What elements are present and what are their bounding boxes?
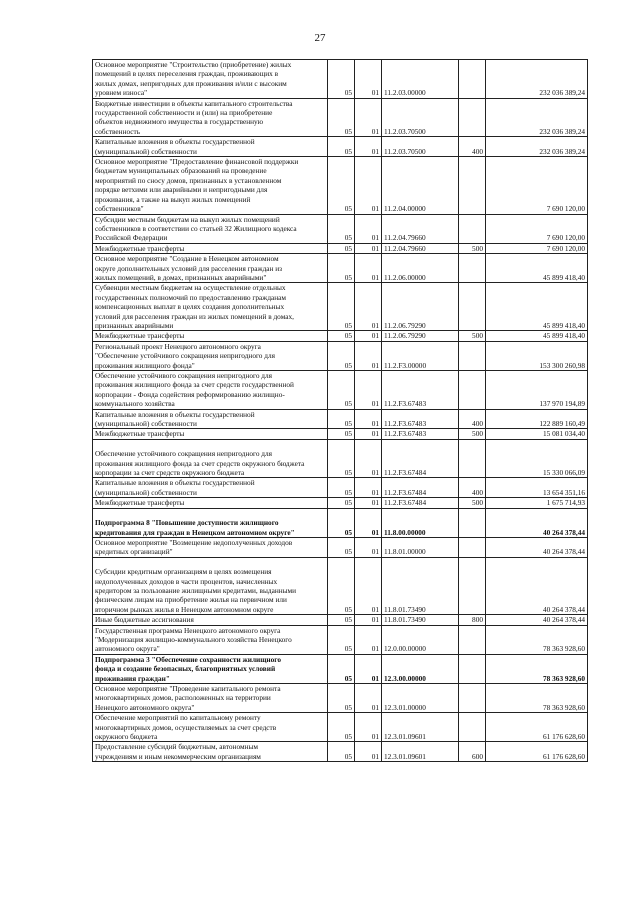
subsection-code-cell: 01 (355, 508, 382, 537)
row-name-cell: Предоставление субсидий бюджетным, автономным учреждениям и иным некоммерческим организациям (93, 742, 328, 762)
section-code-cell: 05 (328, 498, 355, 508)
section-code-cell: 05 (328, 137, 355, 157)
row-name-cell: Обеспечение устойчивого сокращения непригодного для проживания жилищного фонда за счет средств окружного бюджета корпорации за счет средств окружного бюджета (93, 439, 328, 478)
expense-type-code-cell: 500 (459, 498, 486, 508)
row-name-cell: Обеспечение мероприятий по капитальному ремонту многоквартирных домов, осуществляемых за счет средств окружного бюджета (93, 713, 328, 742)
subsection-code-cell: 01 (355, 98, 382, 137)
amount-cell: 61 176 628,60 (486, 713, 588, 742)
subsection-code-cell: 01 (355, 409, 382, 429)
subsection-code-cell: 01 (355, 615, 382, 625)
target-article-code-cell: 11.8.01.73490 (382, 615, 459, 625)
subsection-code-cell: 01 (355, 498, 382, 508)
section-code-cell: 05 (328, 557, 355, 614)
amount-cell: 7 690 120,00 (486, 214, 588, 243)
expense-type-code-cell: 800 (459, 615, 486, 625)
expense-type-code-cell (459, 98, 486, 137)
expense-type-code-cell (459, 341, 486, 370)
page-number: 27 (314, 32, 326, 44)
subsection-code-cell: 01 (355, 625, 382, 654)
section-code-cell: 05 (328, 654, 355, 683)
row-name-cell: Основное мероприятие "Создание в Ненецком автономном округе дополнительных условий для расселения граждан из жилых помещений, в домах, признанных аварийными" (93, 254, 328, 283)
amount-cell: 15 330 066,09 (486, 439, 588, 478)
section-code-cell: 05 (328, 537, 355, 557)
subsection-code-cell: 01 (355, 742, 382, 762)
section-code-cell: 05 (328, 439, 355, 478)
amount-cell: 61 176 628,60 (486, 742, 588, 762)
subsection-code-cell: 01 (355, 157, 382, 214)
target-article-code-cell: 11.2.F3.67484 (382, 478, 459, 498)
table-row (93, 341, 588, 370)
section-code-cell: 05 (328, 478, 355, 498)
amount-cell: 1 675 714,93 (486, 498, 588, 508)
target-article-code-cell: 12.3.00.00000 (382, 654, 459, 683)
table-row (93, 625, 588, 654)
table-row (93, 429, 588, 439)
section-code-cell: 05 (328, 98, 355, 137)
subsection-code-cell: 01 (355, 283, 382, 331)
row-name-cell: Субсидии местным бюджетам на выкуп жилых помещений собственников в соответствии со статьей 32 Жилищного кодекса Российской Федерации (93, 214, 328, 243)
section-code-cell: 05 (328, 615, 355, 625)
expense-type-code-cell (459, 371, 486, 410)
row-name-cell: Основное мероприятие "Проведение капитального ремонта многоквартирных домов, расположенных на территории Ненецкого автономного округа" (93, 684, 328, 713)
table-row (93, 537, 588, 557)
amount-cell: 232 036 389,24 (486, 60, 588, 99)
target-article-code-cell: 12.3.01.09601 (382, 713, 459, 742)
row-name-cell: Капитальные вложения в объекты государственной (муниципальной) собственности (93, 478, 328, 498)
subsection-code-cell: 01 (355, 654, 382, 683)
amount-cell: 122 889 160,49 (486, 409, 588, 429)
subsection-code-cell: 01 (355, 713, 382, 742)
table-row (93, 478, 588, 498)
section-code-cell: 05 (328, 60, 355, 99)
section-code-cell: 05 (328, 157, 355, 214)
target-article-code-cell: 11.2.F3.67483 (382, 371, 459, 410)
subsection-code-cell: 01 (355, 243, 382, 253)
target-article-code-cell: 11.2.06.00000 (382, 254, 459, 283)
target-article-code-cell: 12.3.01.00000 (382, 684, 459, 713)
subsection-code-cell: 01 (355, 557, 382, 614)
table-row (93, 283, 588, 331)
section-code-cell: 05 (328, 214, 355, 243)
expense-type-code-cell: 600 (459, 742, 486, 762)
row-name-cell: Государственная программа Ненецкого автономного округа "Модернизация жилищно-коммунального хозяйства Ненецкого автономного округа" (93, 625, 328, 654)
subsection-code-cell: 01 (355, 439, 382, 478)
amount-cell: 78 363 928,60 (486, 625, 588, 654)
table-row (93, 409, 588, 429)
expense-type-code-cell (459, 625, 486, 654)
row-name-cell: Бюджетные инвестиции в объекты капитального строительства государственной собственности и (или) на приобретение объектов недвижимого имущества в государственную собственность (93, 98, 328, 137)
row-name-cell: Подпрограмма 3 "Обеспечение сохранности жилищного фонда и создание безопасных, благоприятных условий проживания граждан" (93, 654, 328, 683)
target-article-code-cell: 11.2.F3.67483 (382, 409, 459, 429)
row-name-cell: Иные бюджетные ассигнования (93, 615, 328, 625)
table-row (93, 98, 588, 137)
amount-cell: 137 970 194,89 (486, 371, 588, 410)
target-article-code-cell: 11.2.F3.67483 (382, 429, 459, 439)
row-name-cell: Межбюджетные трансферты (93, 243, 328, 253)
target-article-code-cell: 11.2.F3.67484 (382, 439, 459, 478)
section-code-cell: 05 (328, 243, 355, 253)
table-row (93, 137, 588, 157)
table-row (93, 254, 588, 283)
section-code-cell: 05 (328, 508, 355, 537)
target-article-code-cell: 11.2.04.00000 (382, 157, 459, 214)
expense-type-code-cell (459, 214, 486, 243)
amount-cell: 78 363 928,60 (486, 684, 588, 713)
subsection-code-cell: 01 (355, 371, 382, 410)
target-article-code-cell: 11.2.06.79290 (382, 331, 459, 341)
amount-cell: 232 036 389,24 (486, 98, 588, 137)
target-article-code-cell: 11.2.03.70500 (382, 98, 459, 137)
amount-cell: 7 690 120,00 (486, 243, 588, 253)
section-code-cell: 05 (328, 341, 355, 370)
target-article-code-cell: 11.8.01.73490 (382, 557, 459, 614)
target-article-code-cell: 11.2.03.70500 (382, 137, 459, 157)
row-name-cell: Межбюджетные трансферты (93, 498, 328, 508)
expense-type-code-cell: 400 (459, 137, 486, 157)
expense-type-code-cell: 400 (459, 409, 486, 429)
section-code-cell: 05 (328, 331, 355, 341)
section-code-cell: 05 (328, 254, 355, 283)
amount-cell: 40 264 378,44 (486, 508, 588, 537)
amount-cell: 153 300 260,98 (486, 341, 588, 370)
section-code-cell: 05 (328, 283, 355, 331)
expense-type-code-cell (459, 684, 486, 713)
target-article-code-cell: 12.0.00.00000 (382, 625, 459, 654)
table-row (93, 684, 588, 713)
table-row (93, 498, 588, 508)
expense-type-code-cell (459, 439, 486, 478)
row-name-cell: Региональный проект Ненецкого автономного округа "Обеспечение устойчивого сокращения непригодного для проживания жилищного фонда" (93, 341, 328, 370)
amount-cell: 40 264 378,44 (486, 537, 588, 557)
table-row (93, 508, 588, 537)
expense-type-code-cell (459, 654, 486, 683)
row-name-cell: Подпрограмма 8 "Повышение доступности жилищного кредитования для граждан в Ненецком автономном округе" (93, 508, 328, 537)
expense-type-code-cell (459, 557, 486, 614)
amount-cell: 40 264 378,44 (486, 557, 588, 614)
expense-type-code-cell: 500 (459, 243, 486, 253)
row-name-cell: Основное мероприятие "Предоставление финансовой поддержки бюджетам муниципальных образований на проведение мероприятий по сносу домов, признанных в установленном порядке ветхими или аварийными и непригодными для проживания, а также на выкуп жилых помещений собственников" (93, 157, 328, 214)
section-code-cell: 05 (328, 409, 355, 429)
amount-cell: 78 363 928,60 (486, 654, 588, 683)
row-name-cell: Межбюджетные трансферты (93, 331, 328, 341)
table-row (93, 713, 588, 742)
table-row (93, 243, 588, 253)
subsection-code-cell: 01 (355, 331, 382, 341)
subsection-code-cell: 01 (355, 537, 382, 557)
amount-cell: 45 899 418,40 (486, 331, 588, 341)
target-article-code-cell: 11.2.06.79290 (382, 283, 459, 331)
table-row (93, 654, 588, 683)
table-row (93, 371, 588, 410)
section-code-cell: 05 (328, 713, 355, 742)
table-row (93, 331, 588, 341)
table-row (93, 742, 588, 762)
expense-type-code-cell (459, 157, 486, 214)
amount-cell: 45 899 418,40 (486, 254, 588, 283)
table-row (93, 157, 588, 214)
subsection-code-cell: 01 (355, 137, 382, 157)
amount-cell: 13 654 351,16 (486, 478, 588, 498)
budget-table-body (93, 60, 588, 762)
amount-cell: 15 081 034,40 (486, 429, 588, 439)
expense-type-code-cell (459, 537, 486, 557)
row-name-cell: Капитальные вложения в объекты государственной (муниципальной) собственности (93, 137, 328, 157)
target-article-code-cell: 11.2.F3.67484 (382, 498, 459, 508)
row-name-cell: Капитальные вложения в объекты государственной (муниципальной) собственности (93, 409, 328, 429)
target-article-code-cell: 11.2.04.79660 (382, 214, 459, 243)
expense-type-code-cell (459, 283, 486, 331)
table-row (93, 615, 588, 625)
expense-type-code-cell (459, 60, 486, 99)
subsection-code-cell: 01 (355, 254, 382, 283)
row-name-cell: Субсидии кредитным организациям в целях возмещения недополученных доходов в части процентов, начисленных кредитором за пользование жилищными кредитами, выданными физическим лицам на приобретение жилья на первичном или вторичном рынках жилья в Ненецком автономном округе (93, 557, 328, 614)
subsection-code-cell: 01 (355, 684, 382, 713)
expense-type-code-cell (459, 713, 486, 742)
budget-table (92, 59, 588, 762)
subsection-code-cell: 01 (355, 341, 382, 370)
table-row (93, 557, 588, 614)
target-article-code-cell: 11.8.01.00000 (382, 537, 459, 557)
section-code-cell: 05 (328, 429, 355, 439)
subsection-code-cell: 01 (355, 214, 382, 243)
subsection-code-cell: 01 (355, 60, 382, 99)
row-name-cell: Основное мероприятие "Возмещение недополученных доходов кредитных организаций" (93, 537, 328, 557)
table-row (93, 439, 588, 478)
row-name-cell: Субвенции местным бюджетам на осуществление отдельных государственных полномочий по предоставлению гражданам компенсационных выплат в целях создания дополнительных условий для расселения граждан из жилых помещений в домах, признанных аварийными (93, 283, 328, 331)
section-code-cell: 05 (328, 684, 355, 713)
target-article-code-cell: 11.2.F3.00000 (382, 341, 459, 370)
target-article-code-cell: 12.3.01.09601 (382, 742, 459, 762)
target-article-code-cell: 11.2.04.79660 (382, 243, 459, 253)
expense-type-code-cell: 500 (459, 429, 486, 439)
subsection-code-cell: 01 (355, 429, 382, 439)
row-name-cell: Обеспечение устойчивого сокращения непригодного для проживания жилищного фонда за счет средств государственной корпорации - Фонда содействия реформированию жилищно- коммунального хозяйства (93, 371, 328, 410)
amount-cell: 232 036 389,24 (486, 137, 588, 157)
expense-type-code-cell: 500 (459, 331, 486, 341)
row-name-cell: Межбюджетные трансферты (93, 429, 328, 439)
target-article-code-cell: 11.8.00.00000 (382, 508, 459, 537)
section-code-cell: 05 (328, 742, 355, 762)
table-row (93, 214, 588, 243)
target-article-code-cell: 11.2.03.00000 (382, 60, 459, 99)
amount-cell: 45 899 418,40 (486, 283, 588, 331)
expense-type-code-cell (459, 254, 486, 283)
amount-cell: 7 690 120,00 (486, 157, 588, 214)
table-row (93, 60, 588, 99)
expense-type-code-cell (459, 508, 486, 537)
row-name-cell: Основное мероприятие "Строительство (приобретение) жилых помещений в целях переселения граждан, проживающих в жилых домах, непригодных для проживания и/или с высоким уровнем износа" (93, 60, 328, 99)
expense-type-code-cell: 400 (459, 478, 486, 498)
section-code-cell: 05 (328, 371, 355, 410)
amount-cell: 40 264 378,44 (486, 615, 588, 625)
section-code-cell: 05 (328, 625, 355, 654)
subsection-code-cell: 01 (355, 478, 382, 498)
